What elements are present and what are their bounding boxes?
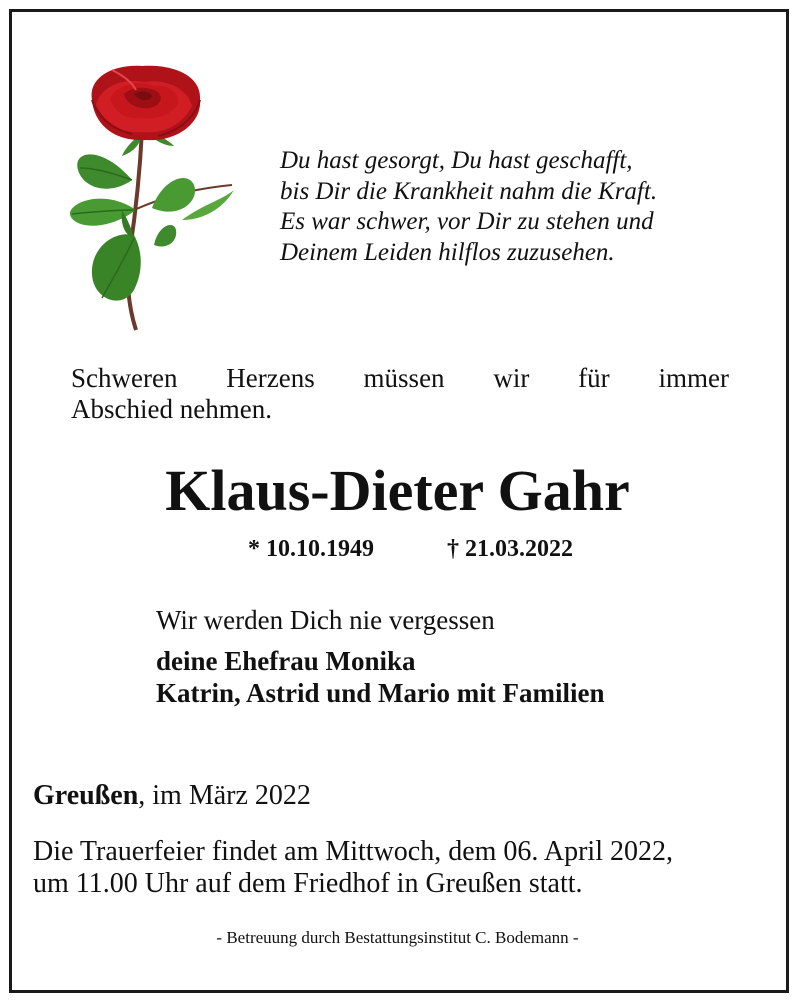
signers xyxy=(156,645,605,709)
service-line: Die Trauerfeier findet am Mittwoch, dem 06. April 2022, xyxy=(33,836,673,867)
intro-text xyxy=(71,363,729,425)
intro-word: Schweren xyxy=(71,363,178,393)
intro-word: immer xyxy=(658,363,729,393)
intro-word: wir xyxy=(493,363,530,393)
intro-line-1 xyxy=(71,363,729,394)
place-date xyxy=(33,779,311,813)
service-line: um 11.00 Uhr auf dem Friedhof in Greußen statt. xyxy=(33,868,583,899)
poem-line: Du hast gesorgt, Du hast geschafft, xyxy=(280,147,633,174)
signer-line: Katrin, Astrid und Mario mit Familien xyxy=(156,678,605,708)
death-date: † 21.03.2022 xyxy=(447,536,573,562)
poem xyxy=(280,146,750,268)
place-date-text: , im März 2022 xyxy=(138,780,311,811)
intro-word: Herzens xyxy=(226,363,315,393)
place-town: Greußen xyxy=(33,780,139,811)
poem-line: Es war schwer, vor Dir zu stehen und xyxy=(280,208,654,235)
poem-line: Deinem Leiden hilflos zuzusehen. xyxy=(280,238,615,266)
signer-line: deine Ehefrau Monika xyxy=(156,646,416,676)
farewell-line: Wir werden Dich nie vergessen xyxy=(156,605,495,635)
intro-line-2: Abschied nehmen. xyxy=(71,394,272,424)
deceased-name: Klaus-Dieter Gahr xyxy=(165,458,630,523)
intro-word: für xyxy=(578,363,610,393)
funeral-home-credit: - Betreuung durch Bestattungsinstitut C. Bodemann - xyxy=(216,928,579,947)
red-rose-image xyxy=(62,60,247,332)
intro-word: müssen xyxy=(363,363,445,393)
birth-date: * 10.10.1949 xyxy=(248,536,374,562)
service-info xyxy=(33,836,673,900)
poem-line: bis Dir die Krankheit nahm die Kraft. xyxy=(280,177,658,205)
